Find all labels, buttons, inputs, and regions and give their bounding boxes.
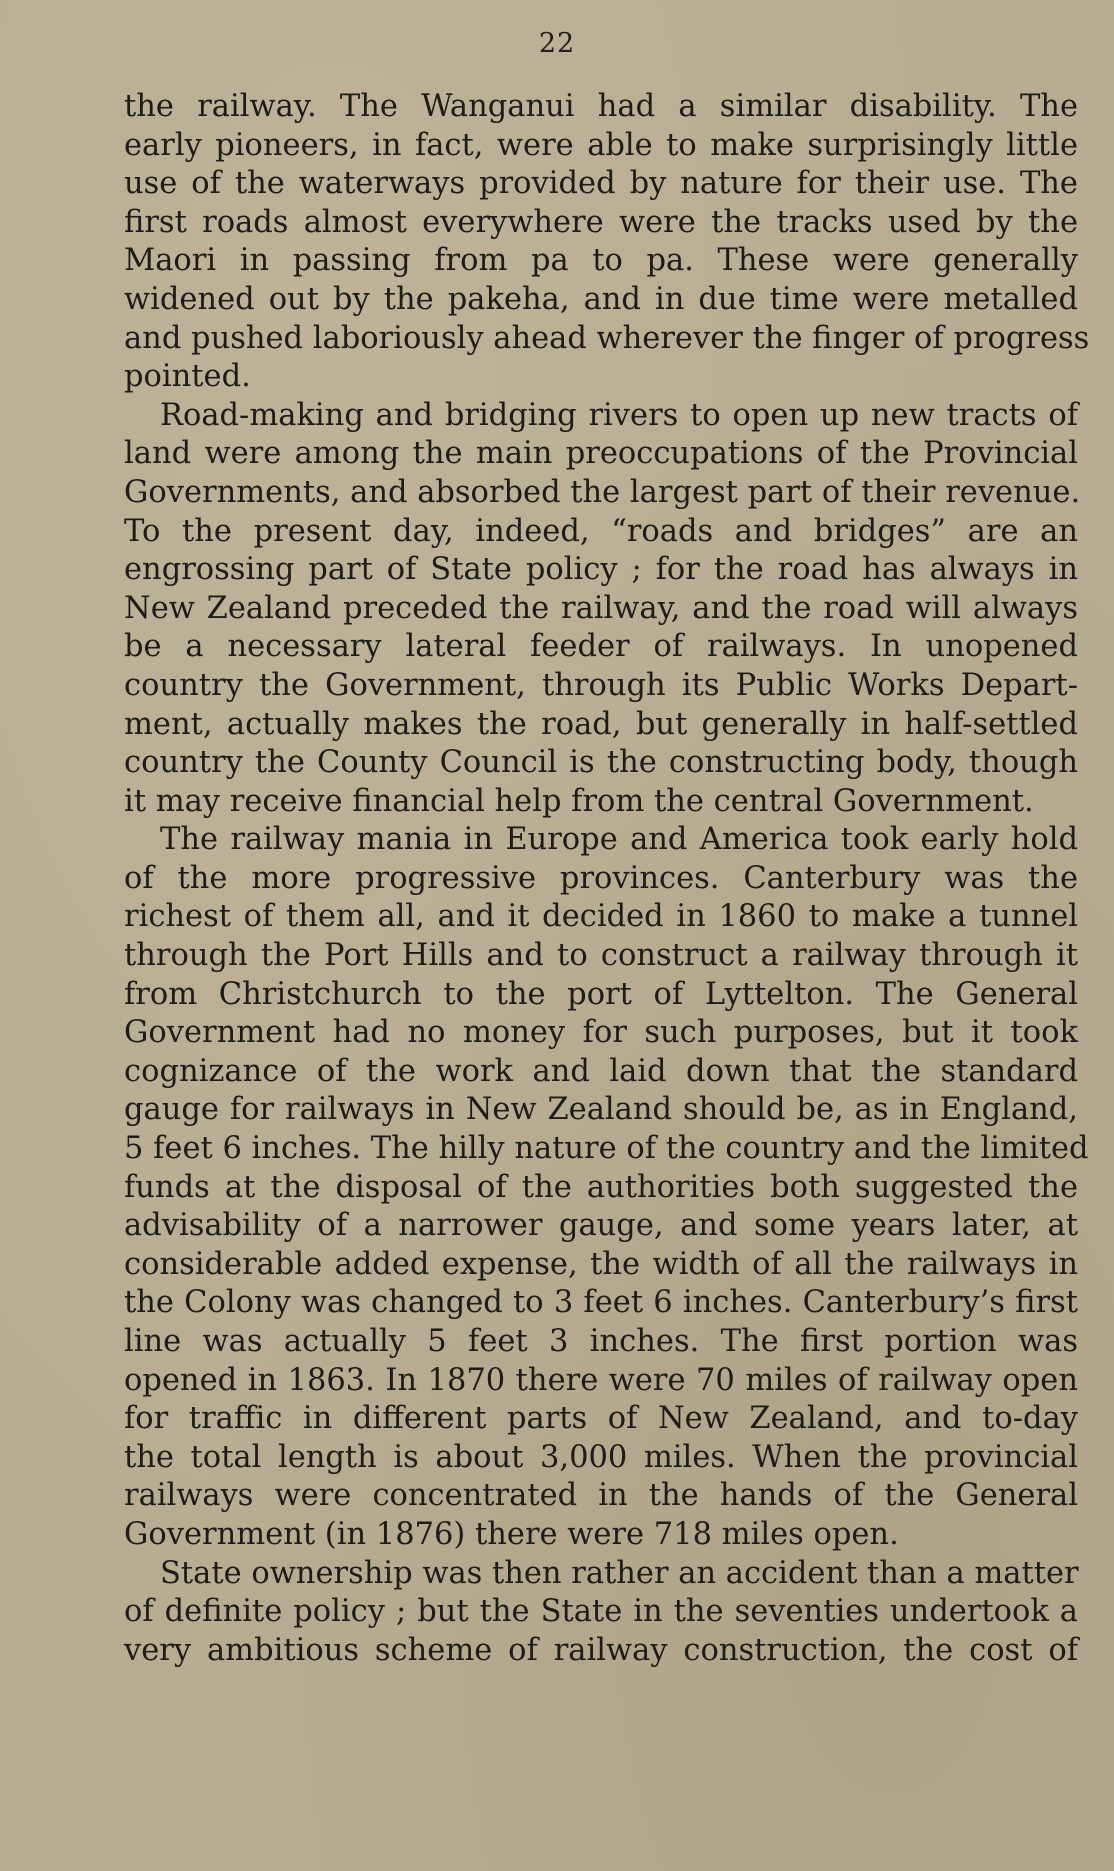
text-line: considerable added expense, the width of all the railways in <box>124 1246 1078 1282</box>
text-line: State ownership was then rather an accident than a matter <box>160 1555 1079 1591</box>
text-line: gauge for railways in New Zealand should be, as in England, <box>124 1092 1078 1128</box>
text-line: The railway mania in Europe and America took early hold <box>160 822 1078 858</box>
text-line: richest of them all, and it decided in 1860 to make a tunnel <box>124 899 1078 935</box>
text-line: use of the waterways provided by nature for their use. The <box>124 166 1078 202</box>
text-line: of definite policy ; but the State in the seventies undertook a <box>124 1594 1078 1630</box>
text-line: be a necessary lateral feeder of railways. In unopened <box>124 629 1078 665</box>
text-line: the total length is about 3,000 miles. When the provincial <box>124 1439 1078 1475</box>
paragraph-1 <box>124 88 1090 397</box>
text-line: early pioneers, in fact, were able to make surprisingly little <box>124 127 1078 163</box>
text-line: for traffic in different parts of New Zealand, and to-day <box>124 1401 1078 1437</box>
text-line: To the present day, indeed, “roads and bridges” are an <box>124 513 1078 549</box>
text-line: country the County Council is the constructing body, though <box>124 745 1078 781</box>
page-number: 22 <box>538 28 576 59</box>
text-line: advisability of a narrower gauge, and some years later, at <box>124 1208 1078 1244</box>
text-line: funds at the disposal of the authorities both suggested the <box>124 1169 1078 1205</box>
text-line: the railway. The Wanganui had a similar disability. The <box>124 89 1078 124</box>
text-line: very ambitious scheme of railway construction, the cost of <box>124 1632 1078 1668</box>
text-line: 5 feet 6 inches. The hilly nature of the country and the limited <box>124 1131 1089 1167</box>
text-line: Government (in 1876) there were 718 miles open. <box>124 1516 899 1552</box>
text-line: New Zealand preceded the railway, and the road will always <box>124 590 1078 626</box>
text-line: of the more progressive provinces. Canterbury was the <box>124 860 1078 896</box>
paragraph-4 <box>124 1555 1078 1671</box>
text-line: it may receive financial help from the central Government. <box>124 783 1034 819</box>
text-line: line was actually 5 feet 3 inches. The first portion was <box>124 1324 1078 1359</box>
text-line: and pushed laboriously ahead wherever the finger of progress <box>124 320 1090 356</box>
text-line: Maori in passing from pa to pa. These were generally <box>124 243 1078 279</box>
text-line: ment, actually makes the road, but generally in half-settled <box>124 706 1078 742</box>
text-line: railways were concentrated in the hands of the General <box>124 1478 1078 1514</box>
text-line: land were among the main preoccupations of the Provincial <box>124 436 1078 472</box>
text-line: opened in 1863. In 1870 there were 70 miles of railway open <box>124 1362 1078 1398</box>
text-line: cognizance of the work and laid down that the standard <box>124 1053 1078 1089</box>
text-line: Governments, and absorbed the largest part of their revenue. <box>124 474 1081 510</box>
text-line: widened out by the pakeha, and in due time were metalled <box>124 281 1078 317</box>
text-line: through the Port Hills and to construct a railway through it <box>124 938 1078 974</box>
paragraph-3 <box>124 821 1089 1554</box>
text-line: first roads almost everywhere were the tracks used by the <box>124 204 1078 240</box>
body-text <box>124 88 1090 1670</box>
text-line: pointed. <box>124 359 251 395</box>
text-line: Government had no money for such purposes, but it took <box>124 1015 1078 1051</box>
text-line: country the Government, through its Public Works Depart- <box>124 667 1078 703</box>
text-line: Road-making and bridging rivers to open up new tracts of <box>160 397 1078 433</box>
text-line: from Christchurch to the port of Lyttelton. The General <box>124 976 1078 1012</box>
text-line: engrossing part of State policy ; for the road has always in <box>124 552 1078 588</box>
text-line: the Colony was changed to 3 feet 6 inches. Canterbury’s first <box>124 1285 1078 1321</box>
paragraph-2 <box>124 397 1081 822</box>
